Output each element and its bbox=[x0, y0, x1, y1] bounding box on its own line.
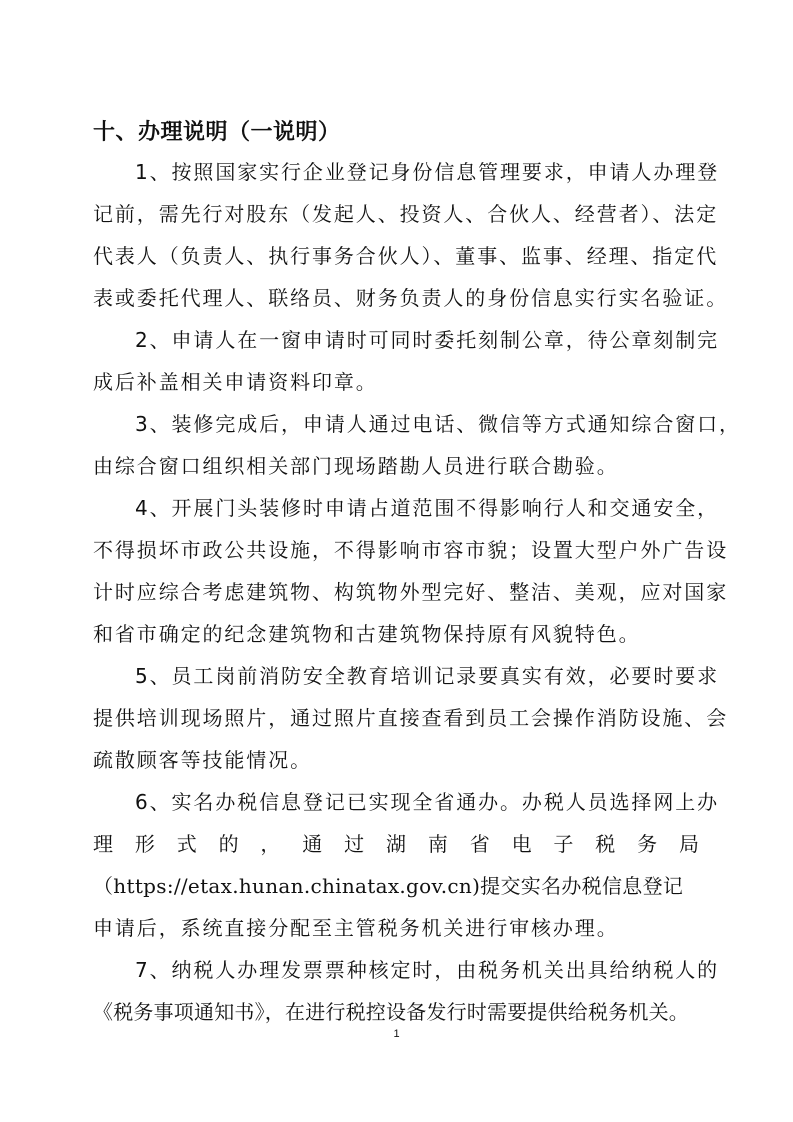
paragraph-4-line-1: 4、开展门头装修时申请占道范围不得影响行人和交通安全， bbox=[135, 496, 720, 520]
paragraph-5-line-2: 提供培训现场照片，通过照片直接查看到员工会操作消防设施、会 bbox=[93, 706, 729, 730]
paragraph-4-line-2: 不得损坏市政公共设施，不得影响市容市貌；设置大型户外广告设 bbox=[93, 538, 729, 562]
etax-url-text: （https://etax.hunan.chinatax.gov.cn)提交实名办税信息登记 bbox=[93, 874, 684, 898]
section-heading: 十、办理说明（一说明） bbox=[93, 120, 341, 145]
paragraph-2-line-1: 2、申请人在一窗申请时可同时委托刻制公章，待公章刻制完 bbox=[135, 328, 720, 352]
paragraph-1-line-3: 代表人（负责人、执行事务合伙人）、董事、监事、经理、指定代 bbox=[93, 244, 719, 268]
paragraph-6-line-4: 申请后，系统直接分配至主管税务机关进行审核办理。 bbox=[93, 916, 619, 940]
paragraph-1-line-2: 记前，需先行对股东（发起人、投资人、合伙人、经营者）、法定 bbox=[93, 202, 719, 226]
paragraph-2-line-2: 成后补盖相关申请资料印章。 bbox=[93, 370, 378, 394]
paragraph-3-line-1: 3、装修完成后，申请人通过电话、微信等方式通知综合窗口， bbox=[135, 412, 741, 436]
paragraph-1-line-1: 1、按照国家实行企业登记身份信息管理要求，申请人办理登 bbox=[135, 160, 720, 184]
paragraph-4-line-4: 和省市确定的纪念建筑物和古建筑物保持原有风貌特色。 bbox=[93, 622, 641, 646]
page-number: 1 bbox=[393, 1028, 400, 1040]
paragraph-1-line-4: 表或委托代理人、联络员、财务负责人的身份信息实行实名验证。 bbox=[93, 286, 729, 310]
paragraph-6-line-2: 理形式的，通过湖南省电子税务局 bbox=[93, 832, 699, 856]
paragraph-5-line-3: 疏散顾客等技能情况。 bbox=[93, 748, 312, 772]
paragraph-6-line-3-url bbox=[93, 872, 699, 900]
paragraph-7-line-1: 7、纳税人办理发票票种核定时，由税务机关出具给纳税人的 bbox=[135, 958, 720, 982]
paragraph-4-line-3: 计时应综合考虑建筑物、构筑物外型完好、整洁、美观，应对国家 bbox=[93, 580, 729, 604]
paragraph-5-line-1: 5、员工岗前消防安全教育培训记录要真实有效，必要时要求 bbox=[135, 664, 720, 688]
paragraph-3-line-2: 由综合窗口组织相关部门现场踏勘人员进行联合勘验。 bbox=[93, 454, 619, 478]
paragraph-7-line-2: 《税务事项通知书》，在进行税控设备发行时需要提供给税务机关。 bbox=[93, 1000, 689, 1024]
paragraph-6-line-1: 6、实名办税信息登记已实现全省通办。办税人员选择网上办 bbox=[135, 790, 720, 814]
